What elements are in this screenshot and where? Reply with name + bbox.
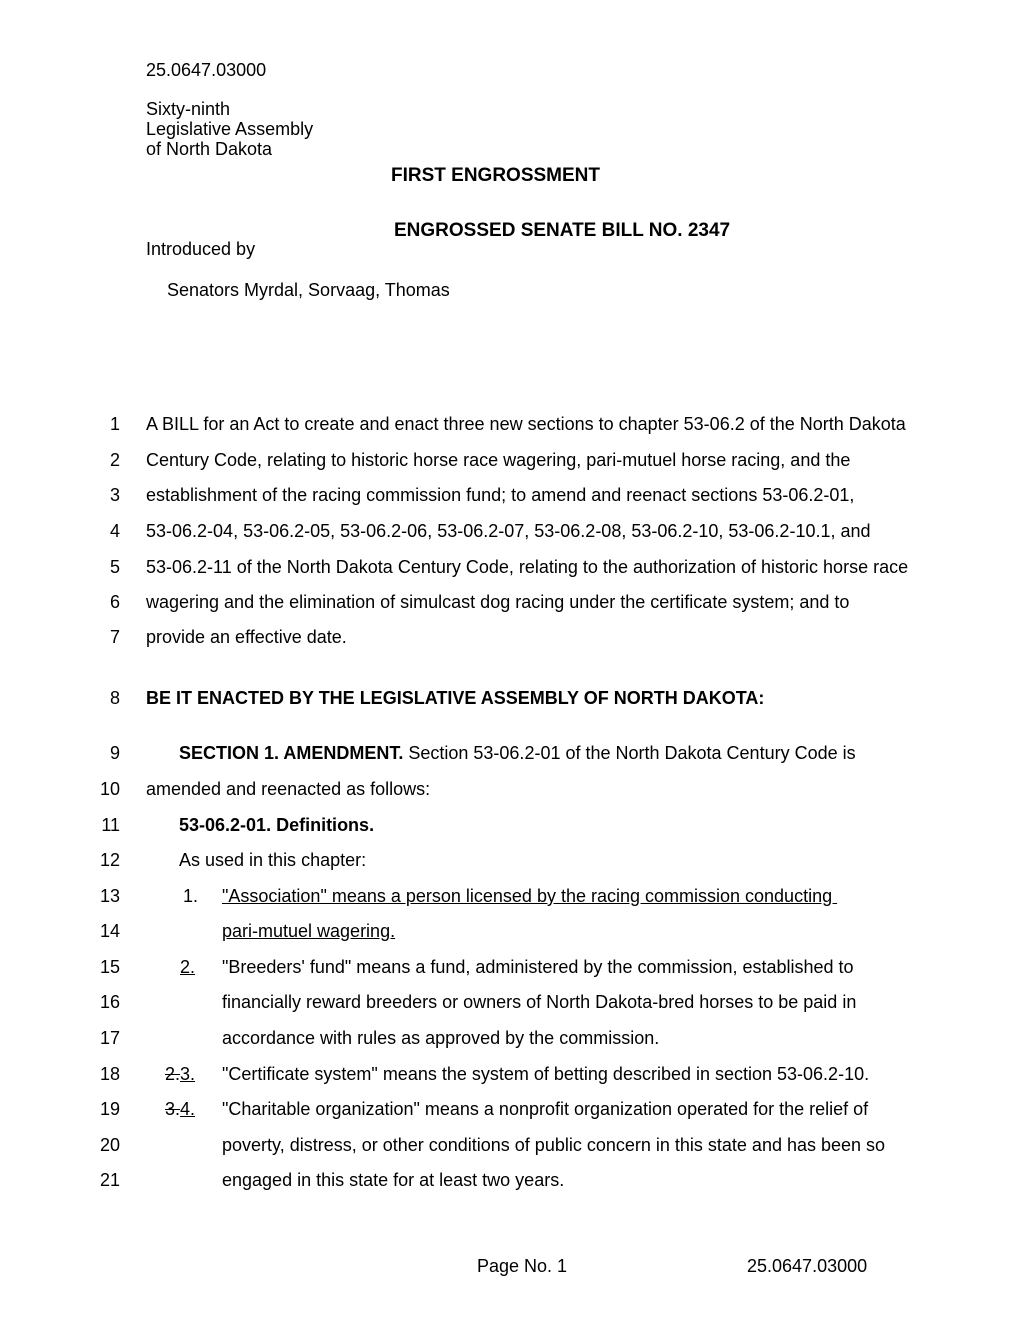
bill-text-line: 53-06.2-11 of the North Dakota Century Code, relating to the authorization of historic horse race <box>146 557 909 577</box>
line-number: 4 <box>109 521 120 541</box>
assembly-line-2: Legislative Assembly <box>146 119 314 139</box>
line-number: 20 <box>99 1135 120 1155</box>
line-number: 16 <box>99 992 120 1012</box>
bill-text-line: A BILL for an Act to create and enact three new sections to chapter 53-06.2 of the North Dakota <box>146 414 906 434</box>
inserted-text: pari-mutuel wagering. <box>222 921 396 941</box>
line-number: 1 <box>109 414 120 434</box>
bill-text-line: engaged in this state for at least two years. <box>222 1170 565 1190</box>
enacting-clause: BE IT ENACTED BY THE LEGISLATIVE ASSEMBLY OF NORTH DAKOTA: <box>146 688 765 708</box>
page-number: Page No. 1 <box>477 1256 568 1276</box>
bill-text-line: "Breeders' fund" means a fund, administered by the commission, established to <box>222 957 854 977</box>
engrossment-title: FIRST ENGROSSMENT <box>391 165 601 186</box>
line-number: 15 <box>99 957 120 977</box>
bill-text-line: As used in this chapter: <box>179 850 367 870</box>
bill-text-line: amended and reenacted as follows: <box>146 779 431 799</box>
struck-number: 2. <box>165 1064 181 1084</box>
line-number: 8 <box>109 688 120 708</box>
bill-text-line: 53-06.2-04, 53-06.2-05, 53-06.2-06, 53-06.2-07, 53-06.2-08, 53-06.2-10, 53-06.2-10.1, and <box>146 521 871 541</box>
sponsors: Senators Myrdal, Sorvaag, Thomas <box>167 280 450 300</box>
bill-text-line: Century Code, relating to historic horse race wagering, pari-mutuel horse racing, and the <box>146 450 851 470</box>
bill-text-line: "Certificate system" means the system of betting described in section 53-06.2-10. <box>222 1064 870 1084</box>
bill-text-line: wagering and the elimination of simulcast dog racing under the certificate system; and to <box>146 592 850 612</box>
line-number: 12 <box>99 850 120 870</box>
document-id: 25.0647.03000 <box>146 60 267 80</box>
line-number: 18 <box>99 1064 120 1084</box>
list-number-amended <box>165 1064 195 1084</box>
bill-text-line: financially reward breeders or owners of North Dakota-bred horses to be paid in <box>222 992 857 1012</box>
line-number: 9 <box>109 743 120 763</box>
section-title: 53-06.2-01. Definitions. <box>179 815 375 835</box>
bill-text-line: "Charitable organization" means a nonprofit organization operated for the relief of <box>222 1099 869 1119</box>
inserted-number: 4. <box>180 1099 196 1119</box>
bill-title: ENGROSSED SENATE BILL NO. 2347 <box>394 220 731 241</box>
section-heading-rest: Section 53-06.2-01 of the North Dakota Century Code is <box>403 743 856 763</box>
inserted-text: "Association" means a person licensed by the racing commission conducting <box>222 886 838 906</box>
section-heading: SECTION 1. AMENDMENT. <box>179 743 404 763</box>
line-number: 7 <box>109 627 120 647</box>
bill-text-line: accordance with rules as approved by the commission. <box>222 1028 660 1048</box>
assembly-line-1: Sixty-ninth <box>146 99 231 119</box>
list-number: 1. <box>183 886 199 906</box>
bill-text-line: provide an effective date. <box>146 627 347 647</box>
list-number-inserted: 2. <box>180 957 196 977</box>
line-number: 10 <box>99 779 120 799</box>
line-number: 14 <box>99 921 120 941</box>
introduced-by-label: Introduced by <box>146 239 256 259</box>
section-heading-line <box>179 743 856 763</box>
line-number: 5 <box>109 557 120 577</box>
line-number: 2 <box>109 450 120 470</box>
footer-document-id: 25.0647.03000 <box>747 1256 868 1276</box>
inserted-number: 3. <box>180 1064 196 1084</box>
bill-text-line: establishment of the racing commission fund; to amend and reenact sections 53-06.2-01, <box>146 485 855 505</box>
bill-text-line: poverty, distress, or other conditions of public concern in this state and has been so <box>222 1135 886 1155</box>
line-number: 13 <box>99 886 120 906</box>
line-number: 11 <box>101 815 120 835</box>
struck-number: 3. <box>165 1099 181 1119</box>
list-number-amended <box>165 1099 195 1119</box>
line-number: 21 <box>99 1170 120 1190</box>
line-number: 3 <box>109 485 120 505</box>
line-number: 19 <box>99 1099 120 1119</box>
line-number: 6 <box>109 592 120 612</box>
assembly-line-3: of North Dakota <box>146 139 273 159</box>
line-number: 17 <box>99 1028 120 1048</box>
